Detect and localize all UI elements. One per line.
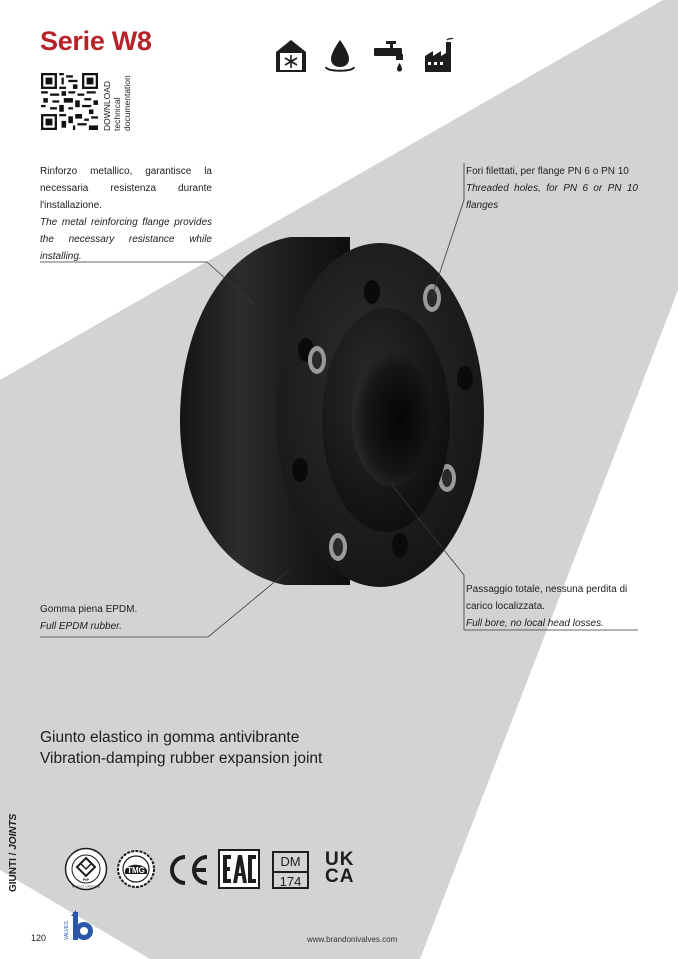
caption-holes-en: Threaded holes, for PN 6 or PN 10 flanges: [466, 183, 638, 211]
caption-bore-it: Passaggio totale, nessuna perdita di carico localizzata.: [466, 584, 628, 612]
svg-text:PIP: PIP: [82, 877, 90, 882]
caption-reinforcement-en: The metal reinforcing flange provides the necessary resistance while installing.: [40, 217, 212, 262]
caption-metal-reinforcement: [40, 163, 212, 265]
website-link[interactable]: www.brandonivalves.com: [307, 935, 398, 944]
caption-full-bore: [466, 581, 638, 632]
dm174-mark-icon: [272, 851, 309, 889]
svg-text:VALVES: VALVES: [64, 921, 70, 940]
svg-text:PRODUCT 2 PROCESS: PRODUCT 2 PROCESS: [71, 885, 101, 889]
product-title-it: Giunto elastico in gomma antivibrante: [40, 729, 300, 746]
dm-number: 174: [279, 873, 302, 889]
caption-holes-it: Fori filettati, per flange PN 6 o PN 10: [466, 166, 629, 177]
side-label-main: GIUNTI /: [8, 852, 19, 892]
ukca-bottom: CA: [325, 866, 355, 887]
series-title: Serie W8: [40, 26, 152, 56]
qr-caption-line-3: documentation: [122, 75, 132, 131]
ce-mark-icon: [166, 853, 211, 887]
side-label-italic: JOINTS: [8, 813, 19, 850]
piip-certification-seal-icon: [64, 847, 108, 891]
brandoni-logo-icon[interactable]: [62, 908, 96, 944]
caption-rubber-en: Full EPDM rubber.: [40, 621, 122, 632]
ukca-mark-icon: [325, 851, 354, 885]
dm-divider: [274, 871, 307, 873]
product-title: [40, 727, 322, 769]
section-side-label: [8, 814, 19, 892]
tmg-certification-seal-icon: [113, 849, 159, 889]
product-title-en: Vibration-damping rubber expansion joint: [40, 750, 323, 767]
eac-mark-icon: [218, 849, 260, 889]
caption-threaded-holes: [466, 163, 638, 214]
ukca-top: UK: [325, 849, 355, 870]
svg-text:TMG: TMG: [127, 866, 145, 875]
qr-caption-line-2: technical: [112, 97, 122, 131]
qr-caption-line-1: DOWNLOAD: [102, 80, 112, 131]
caption-rubber-it: Gomma piena EPDM.: [40, 604, 138, 615]
caption-epdm-rubber: [40, 601, 212, 635]
dm-label: DM: [280, 854, 301, 869]
page-number: 120: [31, 933, 47, 943]
caption-bore-en: Full bore, no local head losses.: [466, 618, 604, 629]
caption-reinforcement-it: Rinforzo metallico, garantisce la necessaria resistenza durante l'installazione.: [40, 166, 212, 211]
